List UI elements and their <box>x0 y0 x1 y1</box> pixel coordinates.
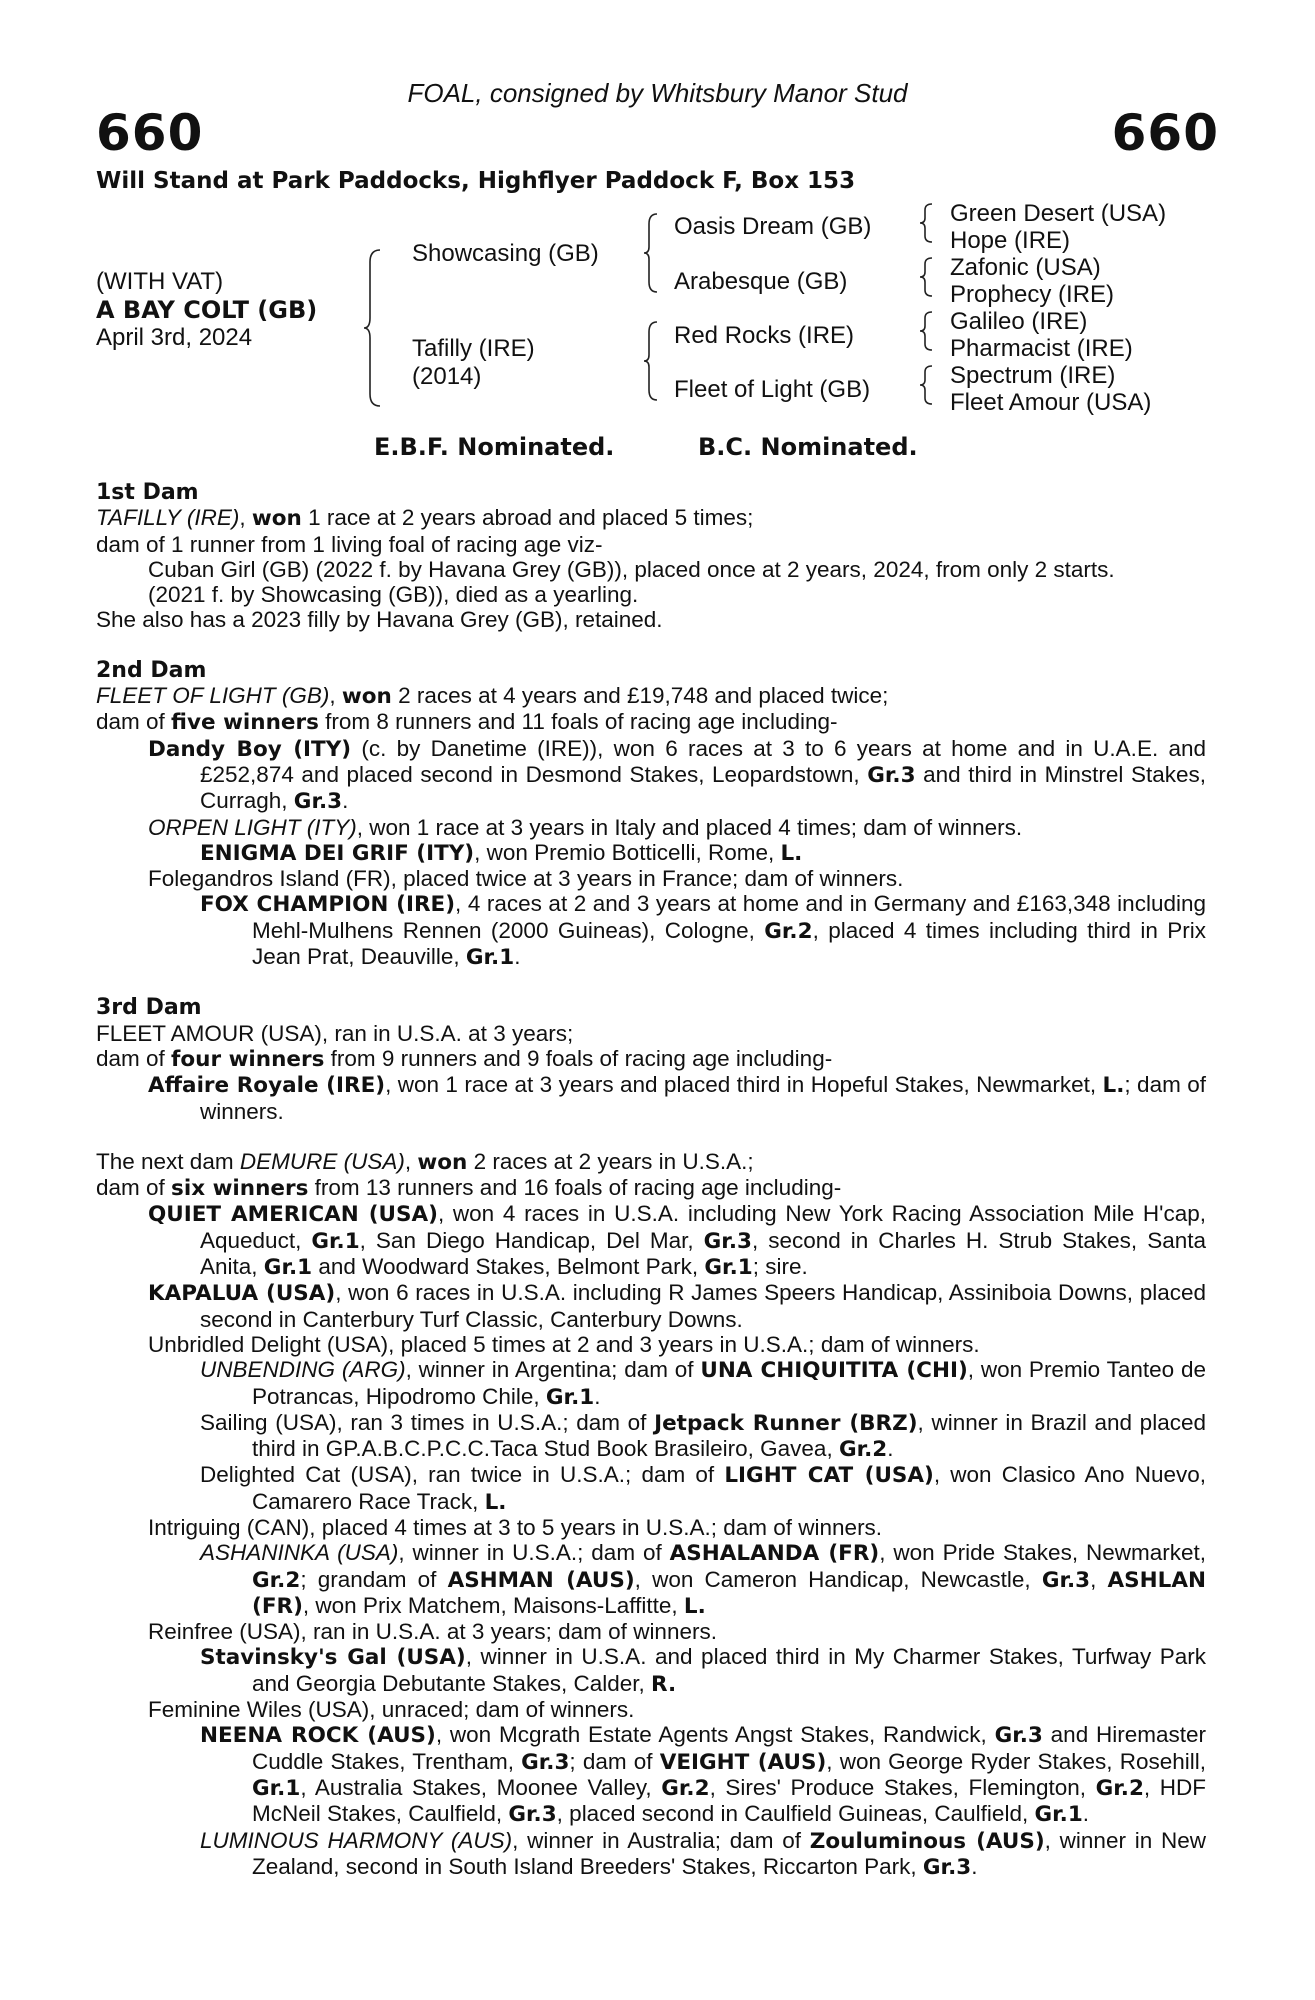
consignment-line: FOAL, consigned by Whitsbury Manor Stud <box>407 78 908 108</box>
produce-entry <box>200 1828 1206 1881</box>
horse-name: FOX CHAMPION (IRE) <box>200 892 456 918</box>
horse-name: NEENA ROCK (AUS) <box>200 1723 436 1749</box>
first-dam-heading: 1st Dam <box>96 480 199 505</box>
text: Delighted Cat (USA), ran twice in U.S.A.; dam of <box>200 1462 725 1488</box>
horse-name: ENIGMA DEI GRIF (ITY) <box>200 840 475 866</box>
grade: L. <box>780 840 803 866</box>
horse-name: ASHANINKA (USA) <box>200 1540 399 1566</box>
first-dam-produce-summary: dam of 1 runner from 1 living foal of racing age viz- <box>96 531 603 557</box>
text: , won 1 race at 3 years and placed third in Hopeful Stakes, Newmarket, <box>385 1072 1103 1098</box>
text: , winner in U.S.A.; dam of <box>398 1540 670 1566</box>
horse-name: Dandy Boy (ITY) <box>148 736 352 762</box>
pedigree-sire: Showcasing (GB) <box>412 240 599 267</box>
grade: Gr.3 <box>521 1749 570 1775</box>
produce-entry <box>148 815 1206 840</box>
horse-name: ASHALANDA (FR) <box>669 1541 880 1567</box>
text: from 8 runners and 11 foals of racing age including- <box>318 709 838 735</box>
first-dam-note: She also has a 2023 filly by Havana Grey (GB), retained. <box>96 607 663 633</box>
winners-count: six winners <box>171 1176 309 1202</box>
produce-entry <box>200 1462 1206 1515</box>
text: . <box>342 788 349 814</box>
horse-name: Jetpack Runner (BRZ) <box>654 1410 918 1436</box>
text: , <box>404 1148 418 1174</box>
pedigree-brace-gs2 <box>918 256 936 298</box>
pedigree-gs-1: Green Desert (USA) <box>950 200 1167 227</box>
ebf-nomination: E.B.F. Nominated. <box>374 433 615 461</box>
next-dam-section <box>96 1149 1206 1880</box>
text: , San Diego Handicap, Del Mar, <box>359 1227 704 1253</box>
produce-entry: Intriguing (CAN), placed 4 times at 3 to 5 years in U.S.A.; dam of winners. <box>148 1514 883 1540</box>
produce-entry <box>148 1201 1206 1280</box>
text: , won Premio Botticelli, Rome, <box>474 839 781 865</box>
grade: Gr.3 <box>293 789 343 815</box>
produce-entry <box>200 891 1206 970</box>
text: , won Premio Tanteo de Potrancas, Hipodromo Chile, <box>252 1357 1206 1409</box>
pedigree-dam-dam: Fleet of Light (GB) <box>674 376 871 403</box>
horse-name: KAPALUA (USA) <box>148 1281 336 1307</box>
produce-entry <box>148 1072 1206 1124</box>
pedigree-brace-gs1 <box>918 202 936 244</box>
text: . <box>1082 1801 1090 1827</box>
text: , won Clasico Ano Nuevo, Camarero Race Track, <box>252 1462 1206 1514</box>
text: , won 6 races in U.S.A. including R James Speers Handicap, Assiniboia Downs, placed second in Canterbury Turf Classic, Canterbury Downs. <box>200 1280 1206 1332</box>
third-dam-heading: 3rd Dam <box>96 995 202 1021</box>
text: , Sires' Produce Stakes, Flemington, <box>709 1774 1096 1800</box>
pedigree-dam-year: (2014) <box>412 363 482 390</box>
second-dam-section <box>96 658 1206 971</box>
horse-name: ORPEN LIGHT (ITY) <box>148 814 357 840</box>
grade: Gr.1 <box>465 945 515 971</box>
record-text: 1 race at 2 years abroad and placed 5 times; <box>301 505 754 531</box>
grade: Gr.2 <box>661 1775 710 1801</box>
text: , Australia Stakes, Moonee Valley, <box>300 1774 662 1800</box>
won-label: won <box>341 684 392 710</box>
produce-entry <box>200 840 1206 866</box>
produce-entry: Feminine Wiles (USA), unraced; dam of winners. <box>148 1697 635 1723</box>
text: ; dam of <box>569 1748 660 1774</box>
text: dam of <box>96 709 172 735</box>
text: , HDF McNeil Stakes, Caulfield, <box>252 1774 1206 1827</box>
second-dam-heading: 2nd Dam <box>96 657 207 683</box>
grade: Gr.1 <box>263 1255 313 1281</box>
winners-count: five winners <box>171 710 319 736</box>
horse-name: ASHLAN (FR) <box>252 1567 1206 1619</box>
third-dam-section <box>96 995 1206 1123</box>
pedigree-gs-8: Fleet Amour (USA) <box>950 389 1152 416</box>
text: ; grandam of <box>300 1566 448 1592</box>
grade: Gr.1 <box>704 1255 753 1281</box>
first-dam-record: TAFILLY (IRE), won 1 race at 2 years abroad and placed 5 times; <box>96 505 754 532</box>
text: , won Prix Matchem, Maisons-Laffitte, <box>302 1592 684 1618</box>
pedigree-dam: Tafilly (IRE) <box>412 335 535 362</box>
horse-name: Zouluminous (AUS) <box>809 1828 1045 1854</box>
text: , 4 races at 2 and 3 years at home and in Germany and £163,348 including Mehl-Mulhens Rennen (2000 Guineas), Cologne, <box>252 891 1206 943</box>
produce-entry <box>200 1644 1206 1697</box>
horse-name: UNBENDING (ARG) <box>200 1357 406 1383</box>
text: The next dam <box>96 1148 240 1174</box>
next-dam-summary <box>96 1175 1206 1201</box>
produce-entry: Reinfree (USA), ran in U.S.A. at 3 years; dam of winners. <box>148 1619 717 1645</box>
horse-name: Affaire Royale (IRE) <box>148 1073 386 1099</box>
grade: Gr.3 <box>994 1723 1043 1749</box>
first-dam-section <box>96 480 1206 633</box>
pedigree-dam-sire: Red Rocks (IRE) <box>674 322 855 349</box>
text: dam of <box>96 1045 172 1071</box>
horse-name: LIGHT CAT (USA) <box>724 1463 934 1489</box>
pedigree-brace-main <box>362 248 386 408</box>
vat-note: (WITH VAT) <box>96 268 224 295</box>
second-dam-name: FLEET OF LIGHT (GB) <box>96 683 330 709</box>
text: and Woodward Stakes, Belmont Park, <box>312 1254 705 1280</box>
winners-count: four winners <box>171 1046 325 1072</box>
horse-name: VEIGHT (AUS) <box>659 1749 827 1775</box>
produce-entry: Cuban Girl (GB) (2022 f. by Havana Grey (GB)), placed once at 2 years, 2024, from only 2 starts. <box>148 556 1115 582</box>
pedigree-sire-sire: Oasis Dream (GB) <box>674 213 872 240</box>
text: , won Cameron Handicap, Newcastle, <box>634 1566 1042 1592</box>
produce-entry: Unbridled Delight (USA), placed 5 times at 2 and 3 years in U.S.A.; dam of winners. <box>148 1331 980 1357</box>
won-label: won <box>417 1149 468 1175</box>
pedigree-gs-3: Zafonic (USA) <box>950 254 1101 281</box>
pedigree-gs-7: Spectrum (IRE) <box>950 362 1116 389</box>
horse-name: LUMINOUS HARMONY (AUS) <box>200 1827 513 1853</box>
text: Sailing (USA), ran 3 times in U.S.A.; dam of <box>200 1409 655 1435</box>
text: , won George Ryder Stakes, Rosehill, <box>826 1748 1206 1774</box>
record-text: 2 races at 4 years and £19,748 and placed twice; <box>391 683 889 709</box>
bc-nomination: B.C. Nominated. <box>698 433 918 461</box>
horse-name: A BAY COLT (GB) <box>96 296 318 324</box>
next-dam-name: DEMURE (USA) <box>239 1148 405 1174</box>
pedigree-sire-dam: Arabesque (GB) <box>674 268 848 295</box>
text: dam of <box>96 1175 172 1201</box>
produce-entry <box>200 1357 1206 1410</box>
grade: L. <box>484 1489 507 1515</box>
text: ; sire. <box>752 1254 808 1280</box>
produce-entry <box>200 1540 1206 1619</box>
produce-entry: (2021 f. by Showcasing (GB)), died as a yearling. <box>148 582 639 608</box>
text: . <box>514 944 521 970</box>
grade: Gr.3 <box>1041 1567 1091 1593</box>
horse-name: ASHMAN (AUS) <box>447 1567 635 1593</box>
grade: Gr.2 <box>1095 1775 1144 1801</box>
grade: Gr.2 <box>252 1567 301 1593</box>
text: , second in Charles H. Strub Stakes, Santa Anita, <box>200 1227 1206 1280</box>
grade: Gr.2 <box>764 918 813 944</box>
grade: Gr.1 <box>252 1775 301 1801</box>
text: . <box>594 1383 601 1409</box>
text: , winner in Australia; dam of <box>512 1827 810 1853</box>
text: , won 4 races in U.S.A. including New York Racing Association Mile H'cap, Aqueduct, <box>200 1201 1207 1253</box>
grade: Gr.3 <box>508 1802 557 1828</box>
text: and Hiremaster Cuddle Stakes, Trentham, <box>252 1722 1206 1774</box>
second-dam-record: FLEET OF LIGHT (GB), won 2 races at 4 years and £19,748 and placed twice; <box>96 683 889 710</box>
first-dam-name: TAFILLY (IRE) <box>96 505 240 531</box>
pedigree-brace-gs4 <box>918 364 936 406</box>
text: , winner in Brazil and placed third in GP.A.B.C.P.C.C.Taca Stud Book Brasileiro, Gavea, <box>252 1409 1206 1462</box>
grade: Gr.3 <box>922 1854 972 1880</box>
grade: Gr.2 <box>838 1437 888 1463</box>
text: from 13 runners and 16 foals of racing age including- <box>308 1175 842 1201</box>
grade: Gr.1 <box>1034 1802 1083 1828</box>
grade: R. <box>651 1671 677 1697</box>
text: , winner in Argentina; dam of <box>405 1357 701 1383</box>
lot-number-left: 660 <box>96 104 204 162</box>
text: , winner in U.S.A. and placed third in My Charmer Stakes, Turfway Park and Georgia Debutante Stakes, Calder, <box>252 1644 1206 1696</box>
grade: Gr.3 <box>867 762 916 788</box>
text: , won Mcgrath Estate Agents Angst Stakes, Randwick, <box>435 1722 995 1748</box>
produce-entry: Folegandros Island (FR), placed twice at 3 years in France; dam of winners. <box>148 866 904 892</box>
text: , <box>1090 1566 1108 1592</box>
pedigree-gs-5: Galileo (IRE) <box>950 308 1088 335</box>
lot-number-right: 660 <box>1111 104 1219 162</box>
text: ; dam of winners. <box>200 1072 1206 1124</box>
grade: Gr.1 <box>545 1384 595 1410</box>
text: . <box>971 1853 978 1879</box>
third-dam-record: FLEET AMOUR (USA), ran in U.S.A. at 3 years; <box>96 1020 574 1046</box>
catalogue-body <box>96 480 1206 1880</box>
horse-name: QUIET AMERICAN (USA) <box>148 1202 438 1228</box>
text: and third in Minstrel Stakes, Curragh, <box>200 761 1206 814</box>
pedigree-gs-4: Prophecy (IRE) <box>950 281 1115 308</box>
produce-entry <box>148 1280 1206 1332</box>
next-dam-record <box>96 1149 1206 1175</box>
text: , winner in New Zealand, second in South Island Breeders' Stakes, Riccarton Park, <box>252 1827 1206 1879</box>
grade: Gr.3 <box>703 1228 752 1254</box>
text: from 9 runners and 9 foals of racing age including- <box>324 1045 833 1071</box>
pedigree-brace-gs3 <box>918 310 936 352</box>
text: , placed 4 times including third in Prix Jean Prat, Deauville, <box>252 917 1206 970</box>
text: , won 1 race at 3 years in Italy and placed 4 times; dam of winners. <box>356 814 1023 840</box>
grade: Gr.1 <box>311 1228 360 1254</box>
third-dam-summary <box>96 1046 1206 1072</box>
second-dam-summary <box>96 709 1206 735</box>
text: . <box>887 1436 894 1462</box>
pedigree-gs-6: Pharmacist (IRE) <box>950 335 1133 362</box>
horse-name: Stavinsky's Gal (USA) <box>200 1645 466 1671</box>
text: 2 races at 2 years in U.S.A.; <box>467 1148 754 1174</box>
text: , placed second in Caulfield Guineas, Caulfield, <box>556 1801 1035 1827</box>
foaling-date: April 3rd, 2024 <box>96 324 253 351</box>
text: , won Pride Stakes, Newmarket, <box>879 1540 1206 1566</box>
horse-name: UNA CHIQUITITA (CHI) <box>700 1358 968 1384</box>
pedigree-gs-2: Hope (IRE) <box>950 227 1071 254</box>
produce-entry <box>200 1722 1206 1827</box>
grade: L. <box>1102 1073 1125 1099</box>
produce-entry <box>148 736 1206 815</box>
pedigree-brace-dam <box>642 320 662 402</box>
pedigree-brace-sire <box>642 212 662 294</box>
produce-entry <box>200 1410 1206 1463</box>
grade: L. <box>683 1593 706 1619</box>
won-label: won <box>251 506 302 532</box>
stand-info: Will Stand at Park Paddocks, Highflyer Paddock F, Box 153 <box>96 168 856 194</box>
text: (c. by Danetime (IRE)), won 6 races at 3 to 6 years at home and in U.A.E. and £252,874 and placed second in Desmond Stakes, Leopardstown, <box>200 735 1206 787</box>
